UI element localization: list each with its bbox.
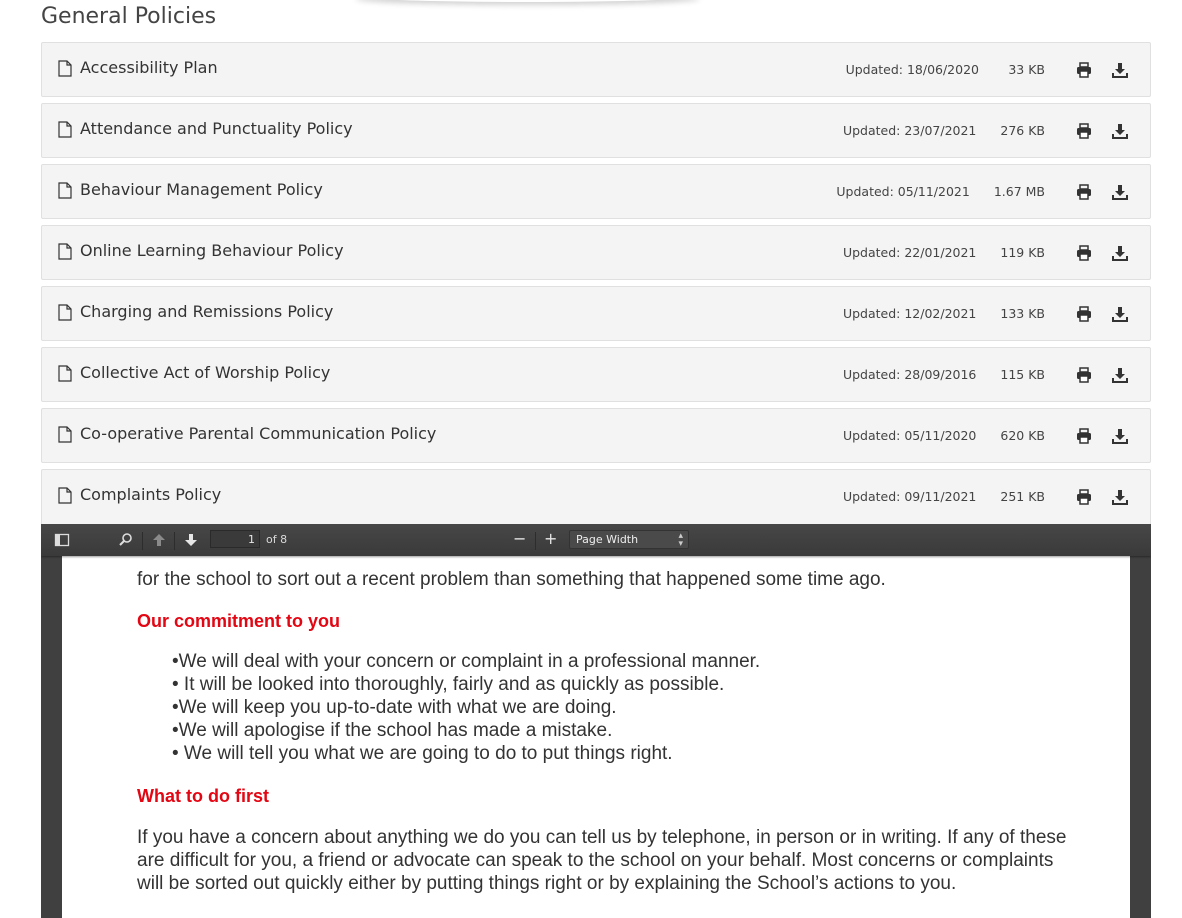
print-icon[interactable] xyxy=(1075,122,1093,140)
download-icon[interactable] xyxy=(1111,244,1129,262)
updated-date: Updated: 09/11/2021 xyxy=(842,489,977,504)
file-size: 620 KB xyxy=(1000,428,1045,443)
download-icon[interactable] xyxy=(1111,366,1129,384)
document-icon xyxy=(58,243,72,260)
zoom-select[interactable] xyxy=(569,530,689,549)
top-shadow xyxy=(355,0,700,2)
updated-date: Updated: 18/06/2020 xyxy=(845,62,979,77)
updated-date: Updated: 05/11/2021 xyxy=(836,184,970,199)
policy-name[interactable]: Behaviour Management Policy xyxy=(80,180,323,199)
pdf-toolbar xyxy=(41,524,1151,556)
next-page-icon[interactable] xyxy=(183,532,199,548)
select-caret-icon: ▴ ▾ xyxy=(678,531,683,549)
toolbar-separator xyxy=(535,532,536,550)
file-size: 115 KB xyxy=(1000,367,1045,382)
print-icon[interactable] xyxy=(1075,61,1093,79)
zoom-out-button[interactable]: − xyxy=(513,529,527,548)
policy-row[interactable] xyxy=(41,103,1151,158)
document-icon xyxy=(58,426,72,443)
policy-name[interactable]: Accessibility Plan xyxy=(80,58,218,77)
pdf-bullet: •We will apologise if the school has made a mistake. xyxy=(172,720,613,741)
pdf-bullet: • We will tell you what we are going to do to put things right. xyxy=(172,743,673,764)
toolbar-separator xyxy=(142,532,143,550)
pdf-viewer[interactable] xyxy=(41,524,1151,918)
download-icon[interactable] xyxy=(1111,305,1129,323)
policy-name[interactable]: Charging and Remissions Policy xyxy=(80,302,334,321)
section-title: General Policies xyxy=(41,4,217,29)
file-size: 1.67 MB xyxy=(993,184,1045,199)
pdf-heading-commitment: Our commitment to you xyxy=(137,611,341,631)
policy-row[interactable] xyxy=(41,286,1151,341)
download-icon[interactable] xyxy=(1111,183,1129,201)
download-icon[interactable] xyxy=(1111,122,1129,140)
document-icon xyxy=(58,365,72,382)
pdf-bullet-list xyxy=(172,650,760,765)
policy-meta xyxy=(843,306,1045,321)
policy-meta xyxy=(843,367,1045,382)
pdf-bullet: • It will be looked into thoroughly, fairly and as quickly as possible. xyxy=(172,674,725,695)
pdf-bullet: •We will keep you up-to-date with what we are doing. xyxy=(172,697,617,718)
file-size: 133 KB xyxy=(1000,306,1045,321)
document-icon xyxy=(58,182,72,199)
print-icon[interactable] xyxy=(1075,366,1093,384)
policy-name[interactable]: Collective Act of Worship Policy xyxy=(80,363,331,382)
policy-row[interactable] xyxy=(41,164,1151,219)
updated-date: Updated: 28/09/2016 xyxy=(842,367,977,382)
document-icon xyxy=(58,487,72,504)
sidebar-toggle-icon[interactable] xyxy=(54,532,70,548)
download-icon[interactable] xyxy=(1111,427,1129,445)
updated-date: Updated: 05/11/2020 xyxy=(842,428,977,443)
toolbar-separator xyxy=(174,532,175,550)
policy-meta xyxy=(843,489,1045,504)
policy-row[interactable] xyxy=(41,42,1151,97)
pdf-heading-what-to-do: What to do first xyxy=(137,786,269,806)
pdf-cut-line: for the school to sort out a recent problem than something that happened some time ago. xyxy=(137,569,886,590)
print-icon[interactable] xyxy=(1075,244,1093,262)
policy-list xyxy=(41,42,1151,530)
file-size: 251 KB xyxy=(1000,489,1045,504)
policy-name[interactable]: Complaints Policy xyxy=(80,485,222,504)
policy-row[interactable] xyxy=(41,469,1151,524)
zoom-in-button[interactable]: + xyxy=(544,529,558,548)
print-icon[interactable] xyxy=(1075,427,1093,445)
policy-name[interactable]: Co-operative Parental Communication Policy xyxy=(80,424,437,443)
policy-row[interactable] xyxy=(41,225,1151,280)
print-icon[interactable] xyxy=(1075,305,1093,323)
pdf-paragraph: If you have a concern about anything we do you can tell us by telephone, in person or in writing. If any of these are difficult for you, a friend or advocate can speak to the school on your behalf. Most concerns or complaints will be sorted out quickly either by putting things right or by explaining the School’s actions to you. xyxy=(137,827,1067,894)
document-icon xyxy=(58,60,72,77)
print-icon[interactable] xyxy=(1075,183,1093,201)
pdf-page xyxy=(62,544,1130,918)
policy-name[interactable]: Online Learning Behaviour Policy xyxy=(80,241,344,260)
page-number-input[interactable] xyxy=(210,530,260,548)
updated-date: Updated: 22/01/2021 xyxy=(842,245,977,260)
file-size: 33 KB xyxy=(1008,62,1045,77)
policy-meta xyxy=(846,62,1045,77)
policy-meta xyxy=(843,123,1045,138)
policy-row[interactable] xyxy=(41,408,1151,463)
search-icon[interactable] xyxy=(118,532,134,548)
updated-date: Updated: 23/07/2021 xyxy=(842,123,977,138)
document-icon xyxy=(58,121,72,138)
file-size: 276 KB xyxy=(1000,123,1045,138)
updated-date: Updated: 12/02/2021 xyxy=(842,306,977,321)
download-icon[interactable] xyxy=(1111,488,1129,506)
page-count: of 8 xyxy=(266,533,288,546)
document-icon xyxy=(58,304,72,321)
zoom-select-value: Page Width xyxy=(576,533,639,546)
pdf-bullet: •We will deal with your concern or complaint in a professional manner. xyxy=(172,651,761,672)
policy-meta xyxy=(843,428,1045,443)
policy-name[interactable]: Attendance and Punctuality Policy xyxy=(80,119,353,138)
previous-page-icon[interactable] xyxy=(151,532,167,548)
download-icon[interactable] xyxy=(1111,61,1129,79)
file-size: 119 KB xyxy=(1000,245,1045,260)
policy-row[interactable] xyxy=(41,347,1151,402)
policy-meta xyxy=(843,245,1045,260)
policy-meta xyxy=(836,184,1045,199)
print-icon[interactable] xyxy=(1075,488,1093,506)
